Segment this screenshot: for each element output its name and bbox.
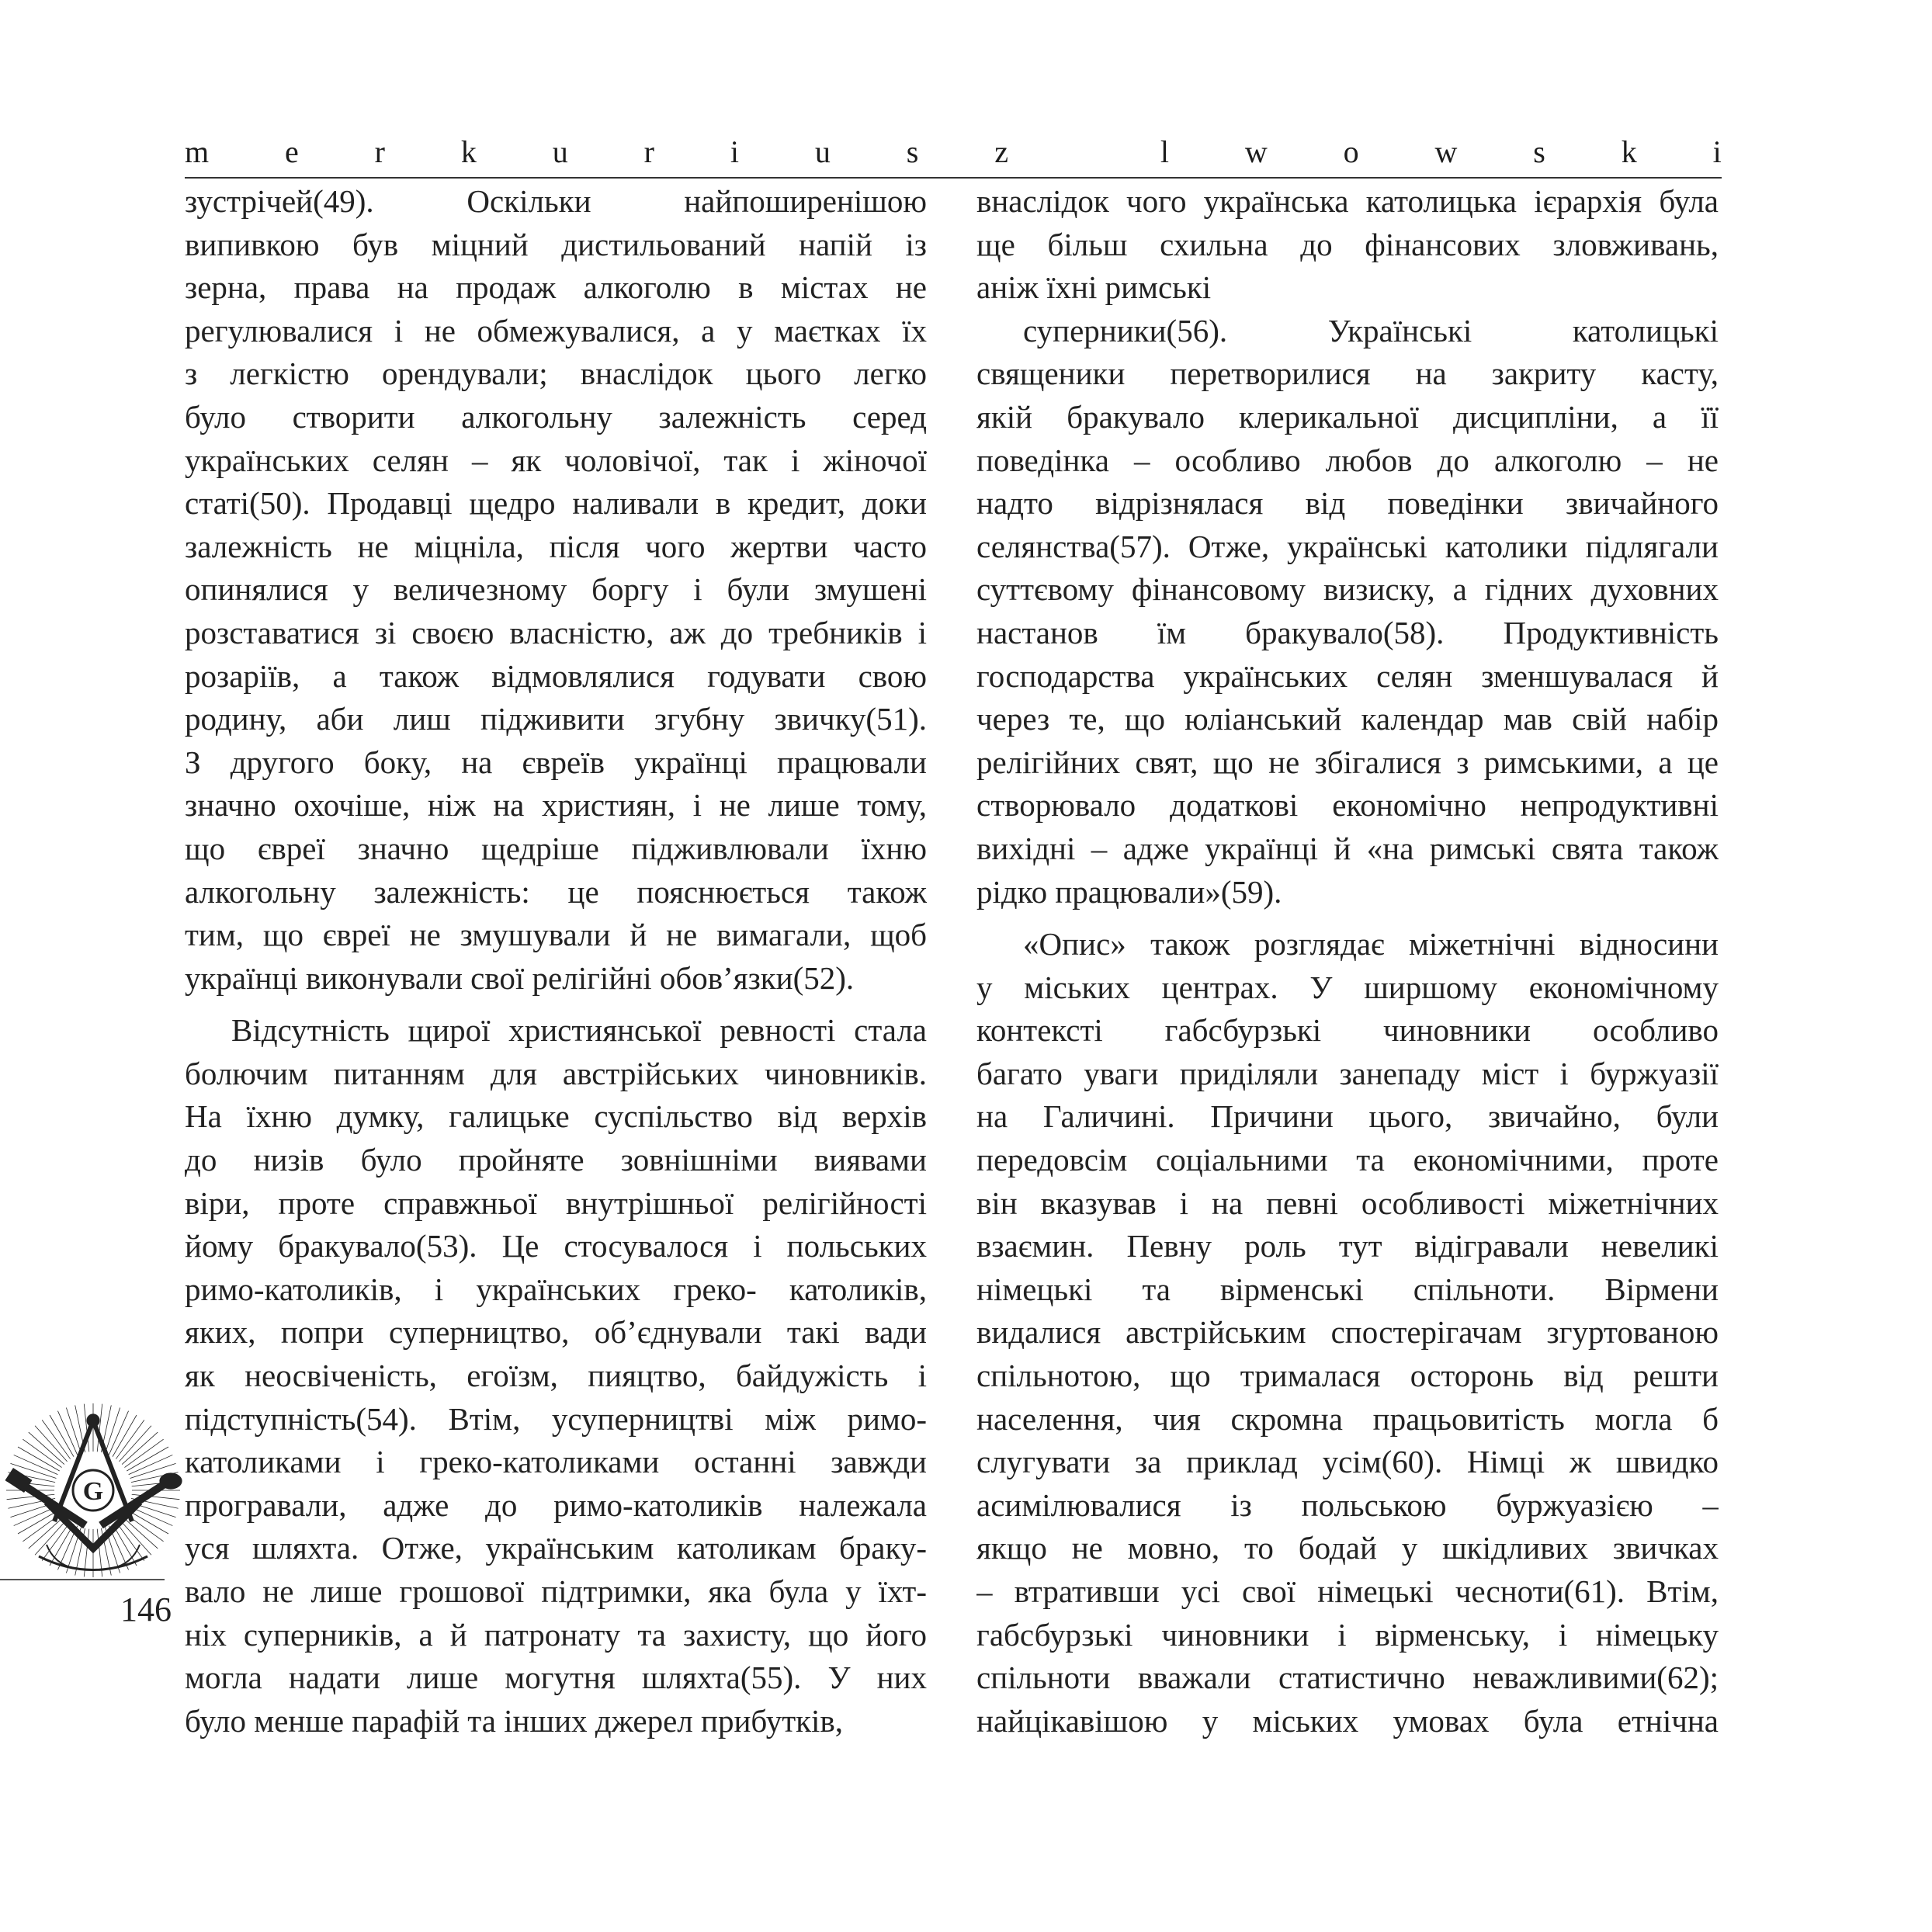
masonic-emblem-icon [0, 1389, 186, 1583]
text-line: вало не лише грошової підтримки, яка була у їхт- [185, 1573, 927, 1609]
text-line: тим, що євреї не змушували й не вимагали, щоб [185, 917, 927, 953]
text-line: болючим питанням для австрійських чиновників. [185, 1055, 927, 1091]
text-line: якій бракувало клерикальної дисципліни, а її [976, 398, 1719, 435]
text-line: господарства українських селян зменшувалася й [976, 657, 1719, 694]
text-line: вихідні – адже українці й «на римські свята також [976, 830, 1719, 866]
text-line: селянства(57). Отже, українські католики підлягали [976, 528, 1719, 564]
text-line: випивкою був міцний дистильований напій із [185, 226, 927, 262]
header-letter: m [185, 134, 210, 169]
header-rule [185, 177, 1722, 179]
text-line: на Галичині. Причини цього, звичайно, були [976, 1098, 1719, 1135]
header-letter: o [1343, 134, 1359, 169]
text-line: найцікавішою у міських умовах була етнічна [976, 1702, 1719, 1739]
right-column [976, 180, 1719, 1743]
footer-rule [0, 1579, 165, 1580]
text-line: взаємин. Певну роль тут відігравали невеликі [976, 1228, 1719, 1264]
text-line: значно охочіше, ніж на християн, і не лише тому, [185, 787, 927, 824]
text-line: ніх суперників, а й патронату та захисту, що його [185, 1616, 927, 1653]
text-line: внаслідок чого українська католицька ієрархія була [976, 183, 1719, 219]
text-line: у міських центрах. У ширшому економічному [976, 969, 1719, 1005]
text-line: суттєвому фінансовому визиску, а гідних духовних [976, 571, 1719, 608]
header-letter: i [1712, 134, 1722, 169]
text-line: На їхню думку, галицьке суспільство від верхів [185, 1098, 927, 1135]
text-line: що євреї значно щедріше підживлювали їхню [185, 830, 927, 866]
text-line: підступність(54). Втім, усуперництві між римо- [185, 1400, 927, 1437]
text-line: контексті габсбурзькі чиновники особливо [976, 1012, 1719, 1049]
header-letter: e [285, 134, 299, 169]
text-line: залежність не міцніла, після чого жертви часто [185, 528, 927, 564]
text-line: статі(50). Продавці щедро наливали в кредит, доки [185, 485, 927, 522]
text-line: родину, аби лиш підживити згубну звичку(51). [185, 701, 927, 737]
text-line: німецькі та вірменські спільноти. Вірмени [976, 1271, 1719, 1307]
text-line: спільнотою, що трималася осторонь від решти [976, 1358, 1719, 1394]
text-line: зерна, права на продаж алкоголю в містах не [185, 269, 927, 306]
header-letter: s [906, 134, 919, 169]
text-line: йому бракувало(53). Це стосувалося і польських [185, 1228, 927, 1264]
running-header [185, 130, 1722, 174]
text-line: як неосвіченість, егоїзм, пияцтво, байдужість і [185, 1358, 927, 1394]
header-letter: s [1533, 134, 1545, 169]
text-line: могла надати лише могутня шляхта(55). У них [185, 1660, 927, 1696]
header-letter: u [552, 134, 568, 169]
header-letter: r [643, 134, 654, 169]
text-line: релігійних свят, що не збігалися з римськими, а це [976, 744, 1719, 780]
text-line: до низів було пройняте зовнішніми виявами [185, 1142, 927, 1178]
text-line: уся шляхта. Отже, українським католикам браку- [185, 1530, 927, 1566]
text-line: габсбурзькі чиновники і вірменську, і німецьку [976, 1616, 1719, 1653]
page-number: 146 [120, 1590, 172, 1628]
header-letter: l [1160, 134, 1169, 169]
left-column [185, 180, 927, 1743]
header-letter: k [460, 134, 477, 169]
text-line: поведінка – особливо любов до алкоголю – не [976, 442, 1719, 478]
text-line: регулювалися і не обмежувалися, а у маєтках їх [185, 312, 927, 349]
svg-text:G: G [82, 1477, 104, 1506]
text-line: надто відрізнялася від поведінки звичайного [976, 485, 1719, 522]
header-letter: z [994, 134, 1009, 169]
header-letter: w [1434, 134, 1458, 169]
text-line: він вказував і на певні особливості міжетнічних [976, 1185, 1719, 1221]
text-line: слугувати за приклад усім(60). Німці ж швидко [976, 1444, 1719, 1480]
text-line: З другого боку, на євреїв українці працювали [185, 744, 927, 780]
header-letter: r [374, 134, 385, 169]
text-line: було створити алкогольну залежність серед [185, 398, 927, 435]
text-line: передовсім соціальними та економічними, проте [976, 1142, 1719, 1178]
text-line: через те, що юліанський календар мав свій набір [976, 701, 1719, 737]
text-line: було менше парафій та інших джерел прибутків, [185, 1702, 844, 1739]
text-line: з легкістю орендували; внаслідок цього легко [185, 356, 927, 392]
text-line: опинялися у величезному боргу і були змушені [185, 571, 927, 608]
text-line: віри, проте справжньої внутрішньої релігійності [185, 1185, 927, 1221]
text-line: римо-католиків, і українських греко- католиків, [185, 1271, 927, 1307]
text-line: розставатися зі своєю власністю, аж до требників і [185, 614, 927, 650]
text-line: рідко працювали»(59). [976, 873, 1282, 910]
text-line: багато уваги приділяли занепаду міст і буржуазії [976, 1055, 1719, 1091]
text-line: яких, попри суперництво, об’єднували такі вади [185, 1314, 927, 1351]
header-letter: k [1621, 134, 1637, 169]
text-line: католиками і греко-католиками останні завжди [185, 1444, 927, 1480]
text-line: настанов їм бракувало(58). Продуктивність [976, 614, 1719, 650]
text-line: спільноти вважали статистично неважливими(62); [976, 1660, 1719, 1696]
text-line: якщо не мовно, то бодай у шкідливих звичках [976, 1530, 1719, 1566]
text-line: ще більш схильна до фінансових зловживань, [976, 226, 1719, 262]
text-line: алкогольну залежність: це пояснюється також [185, 873, 927, 910]
text-line: українці виконували свої релігійні обов’язки(52). [185, 959, 855, 996]
text-line: священики перетворилися на закриту касту, [976, 356, 1719, 392]
text-line: програвали, адже до римо-католиків належала [185, 1486, 927, 1523]
text-line: аніж їхні римські [976, 269, 1212, 306]
header-letter: u [814, 134, 831, 169]
paragraph-gap [185, 1000, 927, 1009]
paragraph-gap [976, 914, 1719, 923]
text-line: асимілювалися із польською буржуазією – [976, 1486, 1719, 1523]
text-line: – втративши усі свої німецькі чесноти(61). Втім, [976, 1573, 1719, 1609]
text-line: суперники(56). Українські католицькі [1023, 312, 1719, 349]
text-line: зустрічей(49). Оскільки найпоширенішою [185, 183, 927, 219]
text-line: українських селян – як чоловічої, так і жіночої [185, 442, 927, 478]
header-letter: i [730, 134, 740, 169]
text-line: видалися австрійським спостерігачам згуртованою [976, 1314, 1719, 1351]
text-line: населення, чия скромна працьовитість могла б [976, 1400, 1719, 1437]
text-line: Відсутність щирої християнської ревності стала [231, 1012, 927, 1049]
header-letter: w [1244, 134, 1268, 169]
text-line: розаріїв, а також відмовлялися годувати свою [185, 657, 927, 694]
text-line: створювало додаткові економічно непродуктивні [976, 787, 1719, 824]
text-line: «Опис» також розглядає міжетнічні відносини [1023, 926, 1719, 963]
